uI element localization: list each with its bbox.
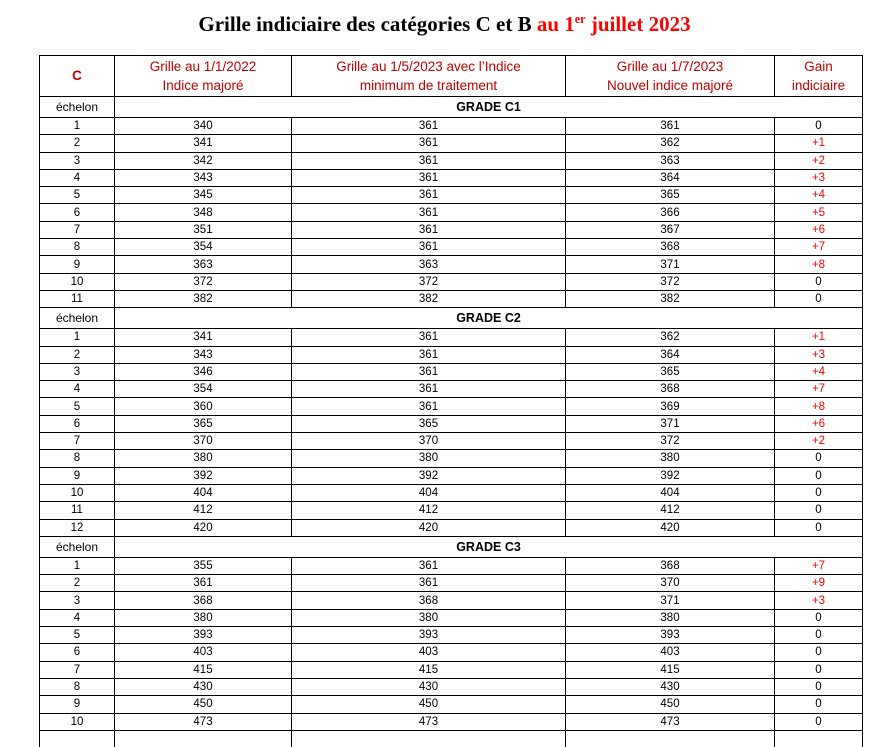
indice-mai-2023-cell: 361: [292, 363, 566, 380]
table-row: [40, 557, 863, 574]
indice-juillet-2023-cell: 415: [566, 661, 775, 678]
echelon-cell: 6: [40, 415, 115, 432]
table-row: [40, 484, 863, 501]
table-row: [40, 433, 863, 450]
indice-mai-2023-cell: 392: [292, 467, 566, 484]
table-row: [40, 696, 863, 713]
indice-juillet-2023-cell: 473: [566, 713, 775, 730]
indice-juillet-2023-cell: 361: [566, 118, 775, 135]
indice-juillet-2023-cell: 364: [566, 346, 775, 363]
indice-2022-cell: 343: [115, 169, 292, 186]
gain-cell: 0: [775, 502, 863, 519]
indice-2022-cell: 340: [115, 118, 292, 135]
gain-cell: +6: [775, 415, 863, 432]
indice-juillet-2023-cell: 371: [566, 592, 775, 609]
indice-juillet-2023-cell: 362: [566, 329, 775, 346]
indice-juillet-2023-cell: 403: [566, 644, 775, 661]
indice-2022-cell: 348: [115, 204, 292, 221]
echelon-cell: 7: [40, 433, 115, 450]
table-row: [40, 118, 863, 135]
category-label-cell: C: [40, 56, 115, 97]
gain-cell: +3: [775, 346, 863, 363]
echelon-cell: 3: [40, 152, 115, 169]
indice-2022-cell: 351: [115, 221, 292, 238]
empty-cell: [566, 730, 775, 747]
indice-2022-cell: 382: [115, 290, 292, 307]
gain-cell: 0: [775, 467, 863, 484]
echelon-cell: 1: [40, 118, 115, 135]
indice-2022-cell: 354: [115, 239, 292, 256]
gain-cell: 0: [775, 678, 863, 695]
gain-cell: +4: [775, 363, 863, 380]
indice-mai-2023-cell: 415: [292, 661, 566, 678]
indice-juillet-2023-cell: 370: [566, 575, 775, 592]
table-row: [40, 221, 863, 238]
table-row: [40, 187, 863, 204]
table-row: [40, 609, 863, 626]
echelon-cell: 8: [40, 450, 115, 467]
indice-juillet-2023-cell: 382: [566, 290, 775, 307]
echelon-cell: 10: [40, 484, 115, 501]
indice-2022-cell: 415: [115, 661, 292, 678]
echelon-cell: 2: [40, 575, 115, 592]
table-row: [40, 135, 863, 152]
table-row: [40, 713, 863, 730]
table-row: [40, 381, 863, 398]
indice-2022-cell: 473: [115, 713, 292, 730]
table-row: [40, 256, 863, 273]
gain-cell: 0: [775, 713, 863, 730]
indice-2022-cell: 355: [115, 557, 292, 574]
gain-cell: 0: [775, 450, 863, 467]
grade-title-cell: GRADE C2: [115, 308, 863, 329]
indice-2022-cell: 393: [115, 627, 292, 644]
indice-mai-2023-cell: 382: [292, 290, 566, 307]
indice-2022-cell: 341: [115, 135, 292, 152]
echelon-header-cell: échelon: [40, 97, 115, 118]
indice-juillet-2023-cell: 372: [566, 273, 775, 290]
indice-juillet-2023-cell: 364: [566, 169, 775, 186]
indice-2022-cell: 380: [115, 450, 292, 467]
indice-mai-2023-cell: 380: [292, 609, 566, 626]
indice-mai-2023-cell: 473: [292, 713, 566, 730]
indice-mai-2023-cell: 368: [292, 592, 566, 609]
indice-mai-2023-cell: 365: [292, 415, 566, 432]
echelon-header-cell: échelon: [40, 536, 115, 557]
table-row: [40, 467, 863, 484]
indice-2022-cell: 403: [115, 644, 292, 661]
grade-title-cell: GRADE C1: [115, 97, 863, 118]
indice-2022-cell: 372: [115, 273, 292, 290]
indice-2022-cell: 342: [115, 152, 292, 169]
echelon-cell: 11: [40, 290, 115, 307]
indice-2022-cell: 345: [115, 187, 292, 204]
indice-mai-2023-cell: 361: [292, 346, 566, 363]
indice-mai-2023-cell: 404: [292, 484, 566, 501]
header-row: [40, 56, 863, 97]
echelon-cell: 4: [40, 381, 115, 398]
page-title: [0, 12, 889, 37]
indice-juillet-2023-cell: 368: [566, 239, 775, 256]
indice-mai-2023-cell: 420: [292, 519, 566, 536]
indice-mai-2023-cell: 370: [292, 433, 566, 450]
indice-2022-cell: 360: [115, 398, 292, 415]
echelon-cell: 2: [40, 135, 115, 152]
indice-mai-2023-cell: 361: [292, 221, 566, 238]
grade-section-row: [40, 97, 863, 118]
echelon-cell: 1: [40, 329, 115, 346]
table-row: [40, 415, 863, 432]
echelon-cell: 5: [40, 627, 115, 644]
indice-juillet-2023-cell: 368: [566, 381, 775, 398]
empty-cell: [292, 730, 566, 747]
table-row: [40, 152, 863, 169]
indice-mai-2023-cell: 450: [292, 696, 566, 713]
echelon-cell: 12: [40, 519, 115, 536]
grid-body: [40, 56, 863, 747]
echelon-cell: 9: [40, 256, 115, 273]
indice-juillet-2023-cell: 380: [566, 450, 775, 467]
echelon-cell: 10: [40, 713, 115, 730]
table-row: [40, 575, 863, 592]
indice-juillet-2023-cell: 393: [566, 627, 775, 644]
indice-mai-2023-cell: 361: [292, 118, 566, 135]
gain-cell: +9: [775, 575, 863, 592]
gain-cell: +7: [775, 557, 863, 574]
table-row: [40, 661, 863, 678]
table-row: [40, 169, 863, 186]
echelon-cell: 8: [40, 239, 115, 256]
indice-mai-2023-cell: 380: [292, 450, 566, 467]
gain-cell: 0: [775, 484, 863, 501]
gain-cell: +8: [775, 256, 863, 273]
indice-2022-cell: 380: [115, 609, 292, 626]
indice-mai-2023-cell: 361: [292, 169, 566, 186]
indice-mai-2023-cell: 361: [292, 381, 566, 398]
indice-2022-cell: 343: [115, 346, 292, 363]
indice-juillet-2023-cell: 392: [566, 467, 775, 484]
indice-juillet-2023-cell: 371: [566, 256, 775, 273]
indice-2022-cell: 365: [115, 415, 292, 432]
table-row: [40, 239, 863, 256]
echelon-cell: 3: [40, 363, 115, 380]
table-row: [40, 678, 863, 695]
partial-clipped-row: [40, 730, 863, 747]
table-row: [40, 273, 863, 290]
indice-2022-cell: 368: [115, 592, 292, 609]
indice-mai-2023-cell: 361: [292, 575, 566, 592]
table-row: [40, 363, 863, 380]
column-header-grille-juillet-2023: Grille au 1/7/2023 Nouvel indice majoré: [566, 56, 775, 97]
indice-2022-cell: 363: [115, 256, 292, 273]
grade-section-row: [40, 536, 863, 557]
indice-mai-2023-cell: 372: [292, 273, 566, 290]
indice-juillet-2023-cell: 369: [566, 398, 775, 415]
gain-cell: +2: [775, 433, 863, 450]
indice-juillet-2023-cell: 404: [566, 484, 775, 501]
indice-juillet-2023-cell: 365: [566, 187, 775, 204]
indice-juillet-2023-cell: 363: [566, 152, 775, 169]
gain-cell: 0: [775, 290, 863, 307]
indice-2022-cell: 404: [115, 484, 292, 501]
table-row: [40, 329, 863, 346]
indice-juillet-2023-cell: 367: [566, 221, 775, 238]
indice-mai-2023-cell: 430: [292, 678, 566, 695]
indice-2022-cell: 430: [115, 678, 292, 695]
echelon-cell: 6: [40, 204, 115, 221]
column-header-gain: Gain indiciaire: [775, 56, 863, 97]
indice-mai-2023-cell: 361: [292, 329, 566, 346]
empty-cell: [40, 730, 115, 747]
echelon-cell: 3: [40, 592, 115, 609]
gain-cell: 0: [775, 519, 863, 536]
indice-mai-2023-cell: 361: [292, 204, 566, 221]
gain-cell: +4: [775, 187, 863, 204]
gain-cell: +1: [775, 135, 863, 152]
gain-cell: +7: [775, 381, 863, 398]
gain-cell: +3: [775, 169, 863, 186]
indice-2022-cell: 370: [115, 433, 292, 450]
grade-title-cell: GRADE C3: [115, 536, 863, 557]
echelon-cell: 6: [40, 644, 115, 661]
column-header-grille-2022: Grille au 1/1/2022 Indice majoré: [115, 56, 292, 97]
column-header-grille-mai-2023: Grille au 1/5/2023 avec l’Indice minimum de traitement: [292, 56, 566, 97]
indice-juillet-2023-cell: 420: [566, 519, 775, 536]
indice-juillet-2023-cell: 371: [566, 415, 775, 432]
echelon-header-cell: échelon: [40, 308, 115, 329]
gain-cell: 0: [775, 273, 863, 290]
indice-2022-cell: 392: [115, 467, 292, 484]
echelon-cell: 4: [40, 609, 115, 626]
table-row: [40, 592, 863, 609]
empty-cell: [775, 730, 863, 747]
gain-cell: 0: [775, 644, 863, 661]
table-row: [40, 290, 863, 307]
gain-cell: +5: [775, 204, 863, 221]
empty-cell: [115, 730, 292, 747]
table-row: [40, 450, 863, 467]
echelon-cell: 5: [40, 398, 115, 415]
indice-2022-cell: 361: [115, 575, 292, 592]
indice-2022-cell: 354: [115, 381, 292, 398]
indice-juillet-2023-cell: 380: [566, 609, 775, 626]
indice-2022-cell: 341: [115, 329, 292, 346]
table-row: [40, 519, 863, 536]
gain-cell: +3: [775, 592, 863, 609]
indice-mai-2023-cell: 361: [292, 135, 566, 152]
echelon-cell: 5: [40, 187, 115, 204]
table-row: [40, 644, 863, 661]
indice-juillet-2023-cell: 365: [566, 363, 775, 380]
indice-mai-2023-cell: 361: [292, 398, 566, 415]
indice-mai-2023-cell: 412: [292, 502, 566, 519]
indice-mai-2023-cell: 361: [292, 187, 566, 204]
echelon-cell: 9: [40, 467, 115, 484]
indice-mai-2023-cell: 363: [292, 256, 566, 273]
gain-cell: 0: [775, 661, 863, 678]
echelon-cell: 11: [40, 502, 115, 519]
indice-mai-2023-cell: 361: [292, 557, 566, 574]
table-row: [40, 627, 863, 644]
gain-cell: 0: [775, 609, 863, 626]
echelon-cell: 2: [40, 346, 115, 363]
indice-mai-2023-cell: 361: [292, 239, 566, 256]
title-superscript: er: [574, 12, 586, 26]
indice-2022-cell: 412: [115, 502, 292, 519]
title-red-text: au 1er juillet 2023: [536, 12, 691, 36]
indice-mai-2023-cell: 361: [292, 152, 566, 169]
indice-juillet-2023-cell: 372: [566, 433, 775, 450]
indice-juillet-2023-cell: 412: [566, 502, 775, 519]
indice-2022-cell: 450: [115, 696, 292, 713]
indice-2022-cell: 346: [115, 363, 292, 380]
gain-cell: 0: [775, 118, 863, 135]
indice-juillet-2023-cell: 430: [566, 678, 775, 695]
indice-juillet-2023-cell: 450: [566, 696, 775, 713]
gain-cell: +1: [775, 329, 863, 346]
title-black-text: Grille indiciaire des catégories C et B: [198, 12, 537, 36]
echelon-cell: 7: [40, 221, 115, 238]
table-row: [40, 204, 863, 221]
grade-section-row: [40, 308, 863, 329]
gain-cell: +8: [775, 398, 863, 415]
indice-juillet-2023-cell: 368: [566, 557, 775, 574]
echelon-cell: 10: [40, 273, 115, 290]
echelon-cell: 9: [40, 696, 115, 713]
echelon-cell: 7: [40, 661, 115, 678]
echelon-cell: 4: [40, 169, 115, 186]
gain-cell: 0: [775, 627, 863, 644]
indice-juillet-2023-cell: 366: [566, 204, 775, 221]
indice-mai-2023-cell: 403: [292, 644, 566, 661]
gain-cell: 0: [775, 696, 863, 713]
indice-juillet-2023-cell: 362: [566, 135, 775, 152]
echelon-cell: 8: [40, 678, 115, 695]
indice-2022-cell: 420: [115, 519, 292, 536]
indice-mai-2023-cell: 393: [292, 627, 566, 644]
gain-cell: +2: [775, 152, 863, 169]
table-row: [40, 502, 863, 519]
indiciary-grid-table: [39, 55, 863, 747]
echelon-cell: 1: [40, 557, 115, 574]
table-row: [40, 398, 863, 415]
gain-cell: +6: [775, 221, 863, 238]
gain-cell: +7: [775, 239, 863, 256]
table-row: [40, 346, 863, 363]
